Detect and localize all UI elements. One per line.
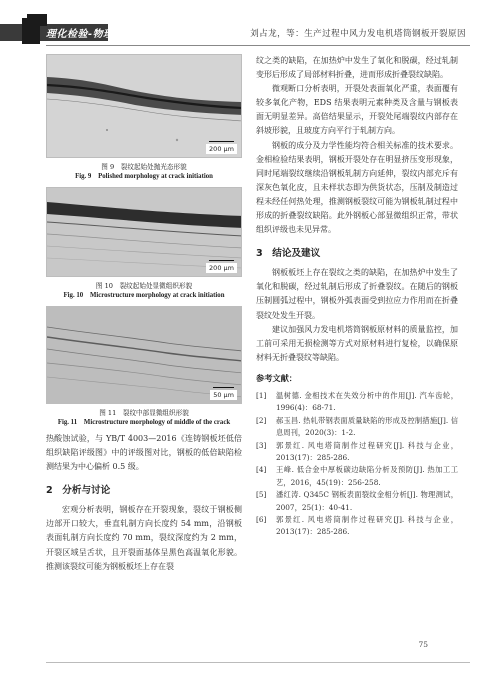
figure-11-caption-zh: 图 11 裂纹中部显微组织形貌 <box>99 409 189 417</box>
left-column <box>46 54 242 574</box>
footer-rule <box>46 662 470 663</box>
body-paragraph: 建议加强风力发电机塔筒钢板原材料的质量监控，加工前可采用无损检测等方式对原材料进行复检，以确保原材料无折叠裂纹等缺陷。 <box>256 324 458 362</box>
journal-logo-text: 理化检验-物理分册 <box>46 29 135 40</box>
header-rule <box>46 45 470 46</box>
journal-logo-icon <box>22 18 40 44</box>
page-number: 75 <box>418 640 428 649</box>
body-paragraph: 宏观分析表明，钢板存在开裂现象，裂纹于钢板侧边部开口较大，垂直轧制方向长度约 54 mm，沿钢板表面轧制方向长度约 70 mm，裂纹深度约为 2 mm，开裂区域呈舌状，且开裂面基体呈黑色高温氧化形貌。推测该裂纹可能为钢板板坯上存在裂 <box>46 505 242 571</box>
body-paragraph: 热酸蚀试验，与 YB/T 4003—2016《连铸钢板坯低倍组织缺陷评级图》中的评级图对比，钢板的低倍缺陷检测结果为中心偏析 0.5 级。 <box>46 434 242 472</box>
figure-10-caption-en: Fig. 10 Microstructure morphology at crack initiation <box>63 292 225 299</box>
reference-item: [2] 郝玉昌. 热轧带钢表面质量缺陷的形成及控制措施[J]. 信息周刊，2020(3)：1-2. <box>256 415 458 438</box>
body-paragraph: 纹之类的缺陷，在加热炉中发生了氧化和脱碳，经过轧制变形后形成了局部材料折叠，进而形成折叠裂纹缺陷。 <box>256 56 458 80</box>
body-paragraph: 钢板的成分及力学性能均符合相关标准的技术要求。金相检验结果表明，钢板开裂处存在明显挤压变形现象，同时尾端裂纹继续沿钢板轧制方向延伸，裂纹内部充斥有深灰色氧化皮，且未样状态即为供货状态，压制及制造过程未经任何热处理，推测钢板裂纹可能为钢板轧制过程中形成的折叠裂纹缺陷。此外钢板心部显微组织正常，带状组织评级也未见异常。 <box>256 140 458 235</box>
reference-item: [6] 郭景红. 风电塔筒制作过程研究[J]. 科技与企业，2013(17)：285-286. <box>256 514 458 537</box>
reference-item: [4] 王峰. 低合金中厚板碳边缺陷分析及预防[J]. 热加工工艺，2016，45(19)：256-258. <box>256 465 458 487</box>
right-column <box>256 54 458 539</box>
section-heading-2: 2 分析与讨论 <box>46 485 111 497</box>
scale-bar-label: 200 μm <box>206 144 237 154</box>
figure-11-image <box>46 306 242 404</box>
scale-bar-label: 200 μm <box>206 263 237 273</box>
figure-9-caption-en: Fig. 9 Polished morphology at crack initiation <box>75 173 213 180</box>
running-head: 刘占龙，等：生产过程中风力发电机塔筒钢板开裂原因 <box>250 29 466 39</box>
references-heading: 参考文献： <box>256 372 297 383</box>
section-heading-3: 3 结论及建议 <box>256 248 321 260</box>
crack-middle-microstructure <box>47 307 242 403</box>
figure-10-caption-zh: 图 10 裂纹起始处显微组织形貌 <box>95 282 193 290</box>
figure-9-image <box>46 54 242 158</box>
page-header <box>0 0 480 50</box>
figure-9-caption-zh: 图 9 裂纹起始处抛光态形貌 <box>101 163 187 171</box>
figure-11-caption-en: Fig. 11 Microstructure morphology of middle of the crack <box>57 419 231 426</box>
reference-item: [1] 温树德. 金相技术在失效分析中的作用[J]. 汽车齿轮，1996(4)：68-71. <box>256 390 458 413</box>
reference-item: [3] 郭景红. 风电塔筒制作过程研究[J]. 科技与企业，2013(17)：285-286. <box>256 440 458 462</box>
scale-bar-label: 50 μm <box>210 390 237 400</box>
body-paragraph: 微观断口分析表明，开裂处表面氧化严重，表面覆有较多氧化产物，EDS 结果表明元素种类及含量与钢板表面无明显差异。高倍结果显示，开裂处尾端裂纹内部存在斜坡形貌，且玻度方向平行于轧制方向。 <box>256 84 458 136</box>
figure-10-image <box>46 187 242 277</box>
reference-list <box>256 390 458 539</box>
reference-item: [5] 潘红涛. Q345C 钢板表面裂纹金相分析[J]. 物理测试，2007，25(1)：40-41. <box>256 490 458 512</box>
body-paragraph: 钢板板坯上存在裂纹之类的缺陷，在加热炉中发生了氧化和脱碳，经过轧制后形成了折叠裂纹。在随后的钢板压制圆弧过程中，钢板外弧表面受到拉应力作用而在折叠裂纹处发生开裂。 <box>256 268 458 320</box>
